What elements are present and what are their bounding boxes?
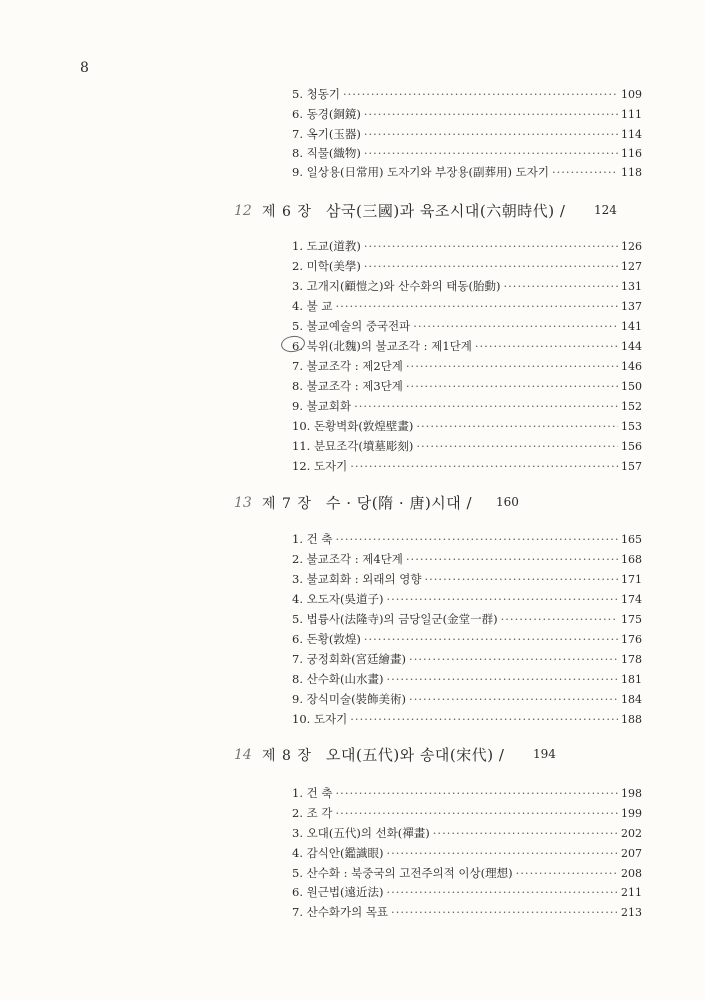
toc-entry-page: 208 [621, 867, 642, 880]
dot-leader [336, 296, 618, 316]
toc-entry [292, 124, 642, 144]
toc-entry [292, 629, 642, 649]
chapter-page: 194 [533, 747, 556, 761]
toc-entry-label: 1. 건 축 [292, 532, 333, 546]
toc-entry [292, 143, 642, 163]
toc-entry-page: 175 [621, 613, 642, 626]
toc-entry-label: 4. 감식안(鑑識眼) [292, 846, 384, 860]
toc-entry-label: 9. 불교회화 [292, 399, 352, 413]
toc-entry-label: 6. 돈황(敦煌) [292, 632, 361, 646]
toc-entry-label: 5. 산수화 : 북중국의 고전주의적 이상(理想) [292, 866, 513, 880]
toc-entry [292, 236, 642, 256]
toc-entry-page: 111 [621, 108, 642, 121]
dot-leader [364, 124, 618, 144]
toc-entry-page: 131 [621, 280, 642, 293]
toc-entry [292, 296, 642, 316]
toc-entry-label: 6. 원근법(遠近法) [292, 885, 384, 899]
toc-entry-page: 109 [621, 88, 642, 101]
toc-entry-label: 7. 옥기(玉器) [292, 127, 361, 141]
dot-leader [350, 709, 618, 729]
toc-entry [292, 276, 642, 296]
dot-leader [552, 162, 618, 182]
dot-leader [364, 256, 618, 276]
dot-leader [424, 569, 618, 589]
toc-entry [292, 863, 642, 883]
toc-entry-page: 146 [621, 360, 642, 373]
toc-entry-label: 4. 불 교 [292, 299, 333, 313]
toc-entry-label: 7. 산수화가의 목표 [292, 905, 389, 919]
chapter-heading [0, 200, 705, 226]
page-number: 8 [80, 60, 89, 76]
chapter-heading [0, 744, 705, 770]
chapter-page: 160 [496, 495, 519, 509]
toc-entry-page: 150 [621, 380, 642, 393]
toc-entry-page: 174 [621, 593, 642, 606]
toc-entry-label: 1. 도교(道教) [292, 239, 361, 253]
toc-entry [292, 609, 642, 629]
toc-entry [292, 396, 642, 416]
toc-entry [292, 589, 642, 609]
dot-leader [343, 84, 618, 104]
dot-leader [386, 843, 618, 863]
toc-entry-page: 157 [621, 460, 642, 473]
dot-leader [503, 276, 618, 296]
dot-leader [516, 863, 618, 883]
toc-entry [292, 529, 642, 549]
toc-entry-page: 144 [621, 340, 642, 353]
toc-entry-page: 181 [621, 673, 642, 686]
toc-entry [292, 902, 642, 922]
toc-entry-label: 8. 불교조각 : 제3단계 [292, 379, 403, 393]
toc-entry [292, 436, 642, 456]
toc-entry-page: 199 [621, 807, 642, 820]
dot-leader [406, 376, 618, 396]
chapter-number: 제 7 장 [262, 496, 312, 512]
dot-leader [416, 436, 618, 456]
toc-entry-page: 213 [621, 906, 642, 919]
dot-leader [364, 104, 618, 124]
toc-entry-page: 184 [621, 693, 642, 706]
toc-entry-page: 152 [621, 400, 642, 413]
dot-leader [386, 882, 618, 902]
dot-leader [406, 356, 618, 376]
toc-entry-page: 156 [621, 440, 642, 453]
toc-entry-label: 5. 법륭사(法隆寺)의 금당일군(金堂一群) [292, 612, 498, 626]
toc-entry [292, 689, 642, 709]
dot-leader [413, 316, 618, 336]
toc-entry-label: 8. 산수화(山水畫) [292, 672, 384, 686]
toc-entry-page: 127 [621, 260, 642, 273]
chapter-heading [0, 492, 705, 518]
toc-entry-page: 118 [621, 166, 642, 179]
toc-entry [292, 709, 642, 729]
toc-entry [292, 803, 642, 823]
dot-leader [364, 629, 618, 649]
toc-entry-page: 188 [621, 713, 642, 726]
toc-entry-label: 7. 궁정회화(宮廷繪畫) [292, 652, 407, 666]
dot-leader [350, 456, 618, 476]
dot-leader [416, 416, 618, 436]
toc-entry-label: 9. 장식미술(裝飾美術) [292, 692, 407, 706]
dot-leader [364, 236, 618, 256]
toc-entry-label: 5. 불교예술의 중국전파 [292, 319, 411, 333]
toc-entry-label: 4. 오도자(吳道子) [292, 592, 384, 606]
dot-leader [433, 823, 618, 843]
toc-entry [292, 882, 642, 902]
toc-entry-page: 137 [621, 300, 642, 313]
toc-entry-label: 6. 북위(北魏)의 불교조각 : 제1단계 [292, 339, 472, 353]
chapter-number: 제 6 장 [262, 204, 312, 220]
chapter-page: 124 [594, 203, 617, 217]
dot-leader [336, 529, 618, 549]
toc-entry-label: 5. 청동기 [292, 87, 340, 101]
toc-entry-page: 116 [621, 147, 642, 160]
chapter-number: 제 8 장 [262, 748, 312, 764]
dot-leader [364, 143, 618, 163]
dot-leader [409, 689, 618, 709]
toc-entry-page: 198 [621, 787, 642, 800]
toc-entry-page: 202 [621, 827, 642, 840]
toc-entry-page: 171 [621, 573, 642, 586]
toc-entry-label: 7. 불교조각 : 제2단계 [292, 359, 403, 373]
toc-entry [292, 316, 642, 336]
toc-entry [292, 649, 642, 669]
handwritten-mark: 14 [234, 747, 252, 763]
chapter-title: 오대(五代)와 송대(宋代) / [326, 746, 505, 764]
dot-leader [501, 609, 618, 629]
toc-entry [292, 823, 642, 843]
dot-leader [336, 803, 618, 823]
toc-entry-label: 11. 분묘조각(墳墓彫刻) [292, 439, 414, 453]
dot-leader [475, 336, 618, 356]
dot-leader [386, 669, 618, 689]
toc-entry-label: 3. 고개지(顧愷之)와 산수화의 태동(胎動) [292, 279, 501, 293]
dot-leader [391, 902, 618, 922]
toc-entry-page: 153 [621, 420, 642, 433]
toc-entry-label: 10. 도자기 [292, 712, 348, 726]
dot-leader [336, 783, 618, 803]
toc-entry [292, 456, 642, 476]
toc-entry-label: 2. 조 각 [292, 806, 333, 820]
toc-entry-page: 176 [621, 633, 642, 646]
toc-entry [292, 569, 642, 589]
toc-entry-label: 2. 불교조각 : 제4단계 [292, 552, 403, 566]
toc-entry [292, 669, 642, 689]
toc-entry-page: 178 [621, 653, 642, 666]
toc-entry [292, 162, 642, 182]
dot-leader [354, 396, 618, 416]
toc-entry-page: 165 [621, 533, 642, 546]
toc-entry-label: 1. 건 축 [292, 786, 333, 800]
chapter-title: 삼국(三國)과 육조시대(六朝時代) / [326, 202, 566, 220]
toc-entry-page: 141 [621, 320, 642, 333]
toc-entry-label: 6. 동경(銅鏡) [292, 107, 361, 121]
toc-entry-page: 126 [621, 240, 642, 253]
handwritten-mark: 13 [234, 495, 252, 511]
toc-entry-label: 3. 오대(五代)의 선화(禪畫) [292, 826, 430, 840]
toc-entry [292, 843, 642, 863]
toc-entry-label: 8. 직물(織物) [292, 146, 361, 160]
dot-leader [409, 649, 618, 669]
toc-entry-label: 12. 도자기 [292, 459, 348, 473]
toc-entry [292, 376, 642, 396]
toc-entry-page: 114 [621, 128, 642, 141]
dot-leader [406, 549, 618, 569]
toc-entry-page: 207 [621, 847, 642, 860]
toc-entry-label: 10. 돈황벽화(敦煌壁畫) [292, 419, 414, 433]
toc-entry [292, 104, 642, 124]
toc-entry-label: 2. 미학(美學) [292, 259, 361, 273]
toc-entry [292, 783, 642, 803]
toc-entry [292, 84, 642, 104]
chapter-title: 수 · 당(隋 · 唐)시대 / [326, 494, 473, 512]
toc-entry [292, 416, 642, 436]
toc-entry-page: 168 [621, 553, 642, 566]
toc-entry-label: 9. 일상용(日常用) 도자기와 부장용(副葬用) 도자기 [292, 165, 549, 179]
toc-entry [292, 549, 642, 569]
dot-leader [386, 589, 618, 609]
toc-entry [292, 336, 642, 356]
handwritten-mark: 12 [234, 203, 252, 219]
toc-entry-label: 3. 불교회화 : 외래의 영향 [292, 572, 422, 586]
toc-entry-page: 211 [621, 886, 642, 899]
toc-entry [292, 256, 642, 276]
toc-entry [292, 356, 642, 376]
